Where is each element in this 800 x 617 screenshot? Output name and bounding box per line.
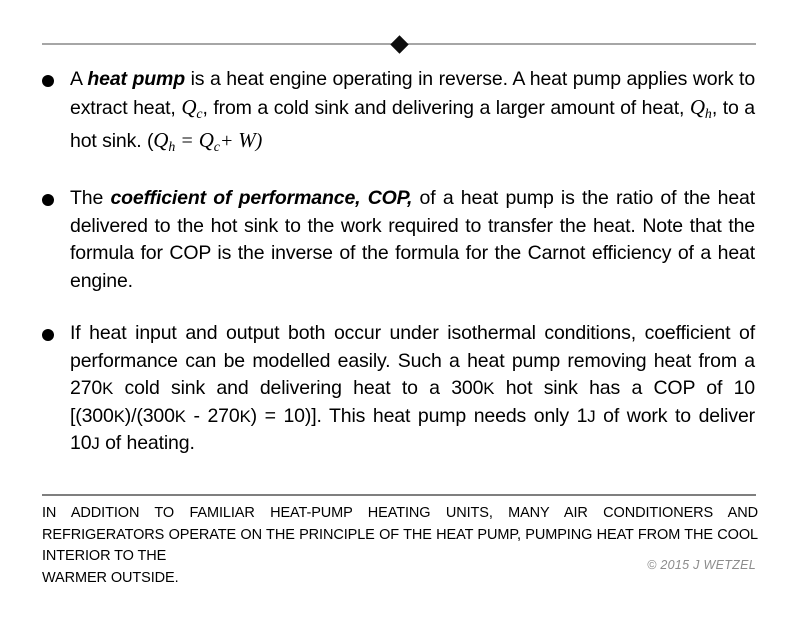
bullet-3-seg8: of heating. <box>99 432 195 455</box>
bullet-3-seg6: ) = 10)]. This heat pump needs only 1 <box>250 404 588 427</box>
equation-plus: + <box>219 129 239 152</box>
unit-kelvin-3: K <box>113 406 125 426</box>
unit-joule-2: J <box>91 434 100 454</box>
bullet-text-3 <box>70 320 755 458</box>
unit-joule-1: J <box>587 406 596 426</box>
variable-qh-1-base: Q <box>689 94 705 119</box>
bullet-3-seg1: If heat input and output both occur under isothermal conditions, coefficient of performance can be modelled easily. Such a heat pump removing heat from a 270 <box>70 322 755 400</box>
bullet-list <box>0 66 800 480</box>
unit-kelvin-2: K <box>483 379 495 399</box>
bullet-marker-icon <box>42 329 54 341</box>
unit-kelvin-5: K <box>239 406 251 426</box>
bullet-1-tail: , to a hot sink. ( <box>70 96 755 152</box>
equation-qc <box>199 128 220 152</box>
bullet-2-lead: The <box>70 187 111 210</box>
bullet-3-seg2: cold sink and delivering heat to a 300 <box>113 377 484 400</box>
bullet-item-1 <box>0 66 800 160</box>
unit-kelvin-4: K <box>174 406 186 426</box>
equation-qh-sub: h <box>168 138 176 154</box>
equation-equals: = <box>175 129 199 152</box>
equation-qh-base: Q <box>153 127 169 152</box>
variable-qh-1 <box>690 95 712 119</box>
copyright-notice: © 2015 J WETZEL <box>647 558 756 572</box>
variable-qh-1-sub: h <box>704 105 712 121</box>
equation-qc-sub: c <box>213 138 220 154</box>
equation-close-paren: ) <box>255 129 263 152</box>
bullet-3-seg7: of work to deliver 10 <box>70 404 755 455</box>
bullet-marker-icon <box>42 75 54 87</box>
equation-qc-base: Q <box>198 127 214 152</box>
unit-kelvin-1: K <box>102 379 114 399</box>
bullet-item-3 <box>0 320 800 458</box>
bullet-item-2 <box>0 185 800 295</box>
footer-caption <box>42 503 758 589</box>
bullet-3-seg4: )/(300 <box>124 404 175 427</box>
bullet-1-mid: , from a cold sink and delivering a larger amount of heat, <box>202 96 690 119</box>
variable-qc-1 <box>181 95 202 119</box>
variable-qc-1-base: Q <box>181 94 197 119</box>
bullet-marker-icon <box>42 194 54 206</box>
bullet-1-lead: A <box>70 68 88 90</box>
bullet-3-seg5: - 270 <box>185 404 240 427</box>
variable-qc-1-sub: c <box>196 105 203 121</box>
equation-work-w: W <box>238 127 256 152</box>
footer-caption-line-2: OPERATE ON THE PRINCIPLE OF THE HEAT PUMP, PUMPING HEAT FROM THE COOL INTERIOR TO THE <box>42 526 758 564</box>
bullet-text-2 <box>70 185 755 295</box>
bullet-1-after-emphasis: is a heat engine operating in reverse. A heat pump applies work to extract heat, <box>70 68 756 119</box>
bullet-3-seg3: hot sink has a COP of 10 [(300 <box>70 377 755 427</box>
bullet-2-body: of a heat pump is the ratio of the heat delivered to the hot sink to the work required to transfer the heat. Note that the formula for COP is the inverse of the formula for the Carnot efficiency of a heat engine. <box>70 187 755 292</box>
bullet-text-1 <box>70 66 755 160</box>
equation-qh <box>153 128 175 152</box>
footer-caption-line-1: IN ADDITION TO FAMILIAR HEAT-PUMP HEATING UNITS, MANY AIR CONDITIONERS AND REFRIGERATORS <box>42 505 758 543</box>
bullet-1-emphasis: heat pump <box>87 68 185 90</box>
bullet-2-emphasis: coefficient of performance, COP, <box>110 187 413 210</box>
footer-caption-line-3: WARMER OUTSIDE. <box>42 569 179 586</box>
footer-divider <box>42 494 756 496</box>
diamond-ornament-icon <box>390 35 408 53</box>
header-ornament <box>42 36 756 52</box>
